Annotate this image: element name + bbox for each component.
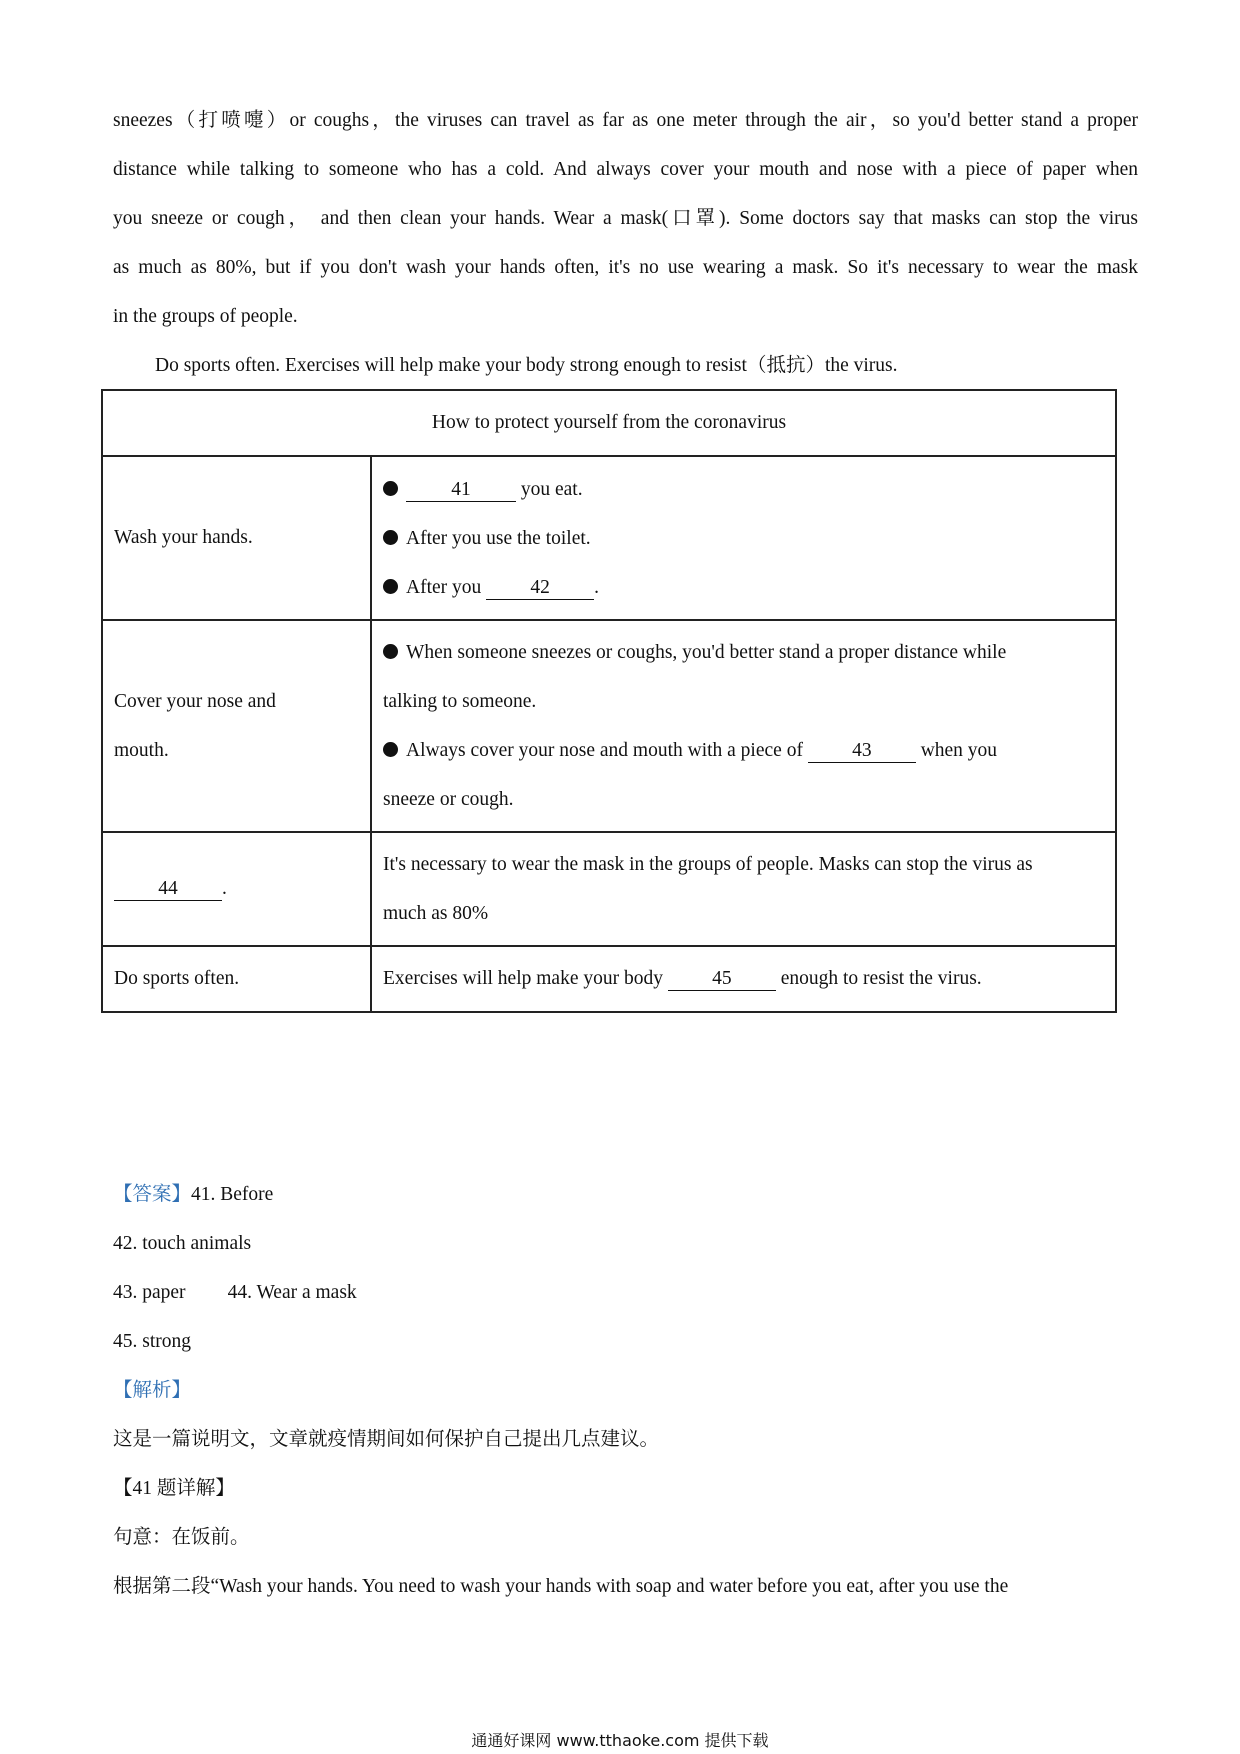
table-title: How to protect yourself from the coronavirus [102, 390, 1116, 456]
blank-42: 42 [486, 577, 594, 600]
row-heading: Cover your nose and [114, 691, 276, 712]
bullet-icon [383, 481, 398, 496]
table-row [102, 946, 1116, 1012]
passage-line: as much as 80%, but if you don't wash your hands often, it's no use wearing a mask. So it's necessary to wear the mask [113, 257, 1138, 278]
blank-44: 44 [114, 878, 222, 901]
bullet-text: Always cover your nose and mouth with a piece of [406, 740, 803, 761]
bullet-icon [383, 530, 398, 545]
table-row [102, 456, 1116, 620]
table-cell-left [102, 456, 371, 620]
table-cell-left [102, 946, 371, 1012]
answer-45: 45. strong [113, 1331, 191, 1352]
passage-indent-line: Do sports often. Exercises will help make your body strong enough to resist（抵抗）the virus. [155, 355, 898, 376]
bullet-text: when you [920, 740, 998, 761]
row-heading: mouth. [114, 740, 169, 761]
bullet-text: When someone sneezes or coughs, you'd better stand a proper distance while [406, 642, 1007, 663]
answer-line [113, 1170, 273, 1219]
analysis-label: 【解析】 [113, 1380, 192, 1401]
blank-43: 43 [808, 740, 916, 763]
footer-watermark: 通通好课网 www.tthaoke.com 提供下载 [471, 1731, 769, 1750]
bullet-icon [383, 644, 398, 659]
table-row [102, 620, 1116, 832]
q41-meaning: 句意：在饭前。 [113, 1527, 250, 1548]
analysis-summary: 这是一篇说明文，文章就疫情期间如何保护自己提出几点建议。 [113, 1429, 660, 1450]
row-heading: . [222, 877, 227, 899]
passage-line: in the groups of people. [113, 306, 298, 327]
answer-line [113, 1268, 357, 1317]
table-cell-left [102, 832, 371, 946]
answer-42: 42. touch animals [113, 1233, 252, 1254]
bullet-item [383, 465, 1107, 514]
row-heading: Do sports often. [114, 968, 240, 989]
blank-45: 45 [668, 968, 776, 991]
bullet-text: sneeze or cough. [383, 789, 514, 810]
answer-41: 41. Before [191, 1184, 274, 1205]
table-cell-right [371, 832, 1116, 946]
summary-table [101, 389, 1117, 1013]
answer-44: 44. Wear a mask [227, 1282, 357, 1303]
bullet-item [383, 726, 1107, 775]
q41-label: 【41 题详解】 [113, 1478, 235, 1499]
passage-line: distance while talking to someone who has a cold. And always cover your mouth and nose with a piece of paper when [113, 159, 1138, 180]
bullet-icon [383, 579, 398, 594]
bullet-icon [383, 742, 398, 757]
table-cell-right [371, 456, 1116, 620]
row-text: It's necessary to wear the mask in the groups of people. Masks can stop the virus as [383, 854, 1033, 875]
passage-paragraph [113, 96, 1138, 341]
table-row [102, 832, 1116, 946]
row-text: much as 80% [383, 903, 489, 924]
bullet-text: talking to someone. [383, 691, 537, 712]
table-cell-right [371, 620, 1116, 832]
passage-line: sneezes（打喷嚏）or coughs，the viruses can travel as far as one meter through the air，so you'd better stand a proper [113, 110, 1138, 131]
answer-label: 【答案】 [113, 1184, 192, 1205]
q41-basis: 根据第二段“Wash your hands. You need to wash your hands with soap and water before you eat, after you use the [113, 1576, 1009, 1597]
row-text: Exercises will help make your body [383, 967, 663, 989]
row-text: enough to resist the virus. [780, 967, 982, 989]
table-cell-left [102, 620, 371, 832]
blank-41: 41 [406, 479, 516, 502]
row-heading: Wash your hands. [114, 527, 253, 548]
passage-line: you sneeze or cough， and then clean your hands. Wear a mask(口罩). Some doctors say that masks can stop the virus [113, 208, 1138, 229]
bullet-item [383, 628, 1107, 677]
table-cell-right [371, 946, 1116, 1012]
bullet-text: After you use the toilet. [406, 527, 591, 549]
answer-43: 43. paper [113, 1282, 186, 1303]
bullet-item [383, 563, 1107, 612]
bullet-text: After you [406, 576, 482, 598]
bullet-item [383, 514, 1107, 563]
bullet-text: you eat. [520, 478, 583, 500]
bullet-text: . [594, 576, 600, 598]
